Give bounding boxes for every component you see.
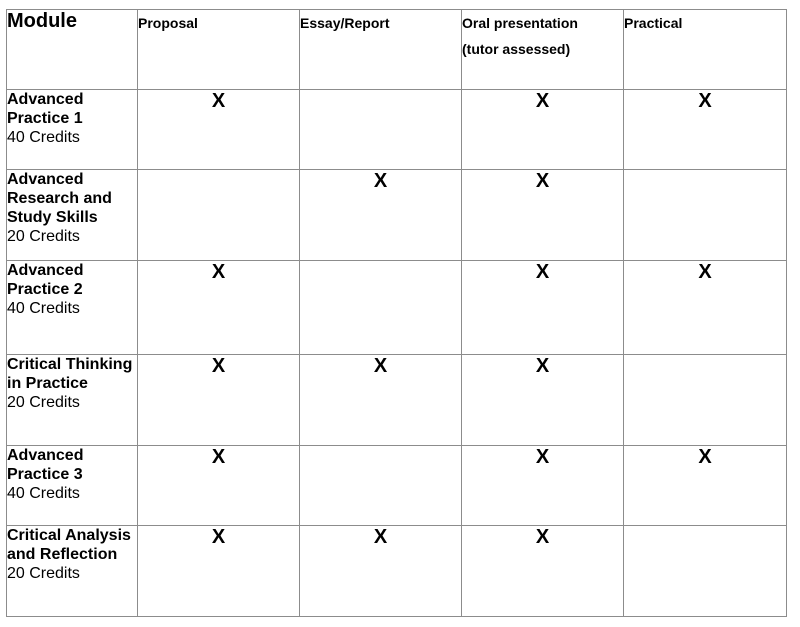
practical-mark: X — [624, 446, 787, 526]
practical-mark: X — [624, 90, 787, 170]
oral-header-label: Oral presentation — [462, 15, 578, 31]
proposal-mark: X — [138, 446, 300, 526]
module-name: Advanced Practice 3 — [7, 447, 84, 483]
essay-mark — [300, 90, 462, 170]
oral-header-sublabel: (tutor assessed) — [462, 41, 571, 57]
module-name: Critical Thinking in Practice — [7, 356, 133, 392]
essay-mark: X — [300, 170, 462, 261]
module-cell — [7, 170, 138, 261]
table-row — [7, 170, 787, 261]
essay-mark: X — [300, 526, 462, 617]
proposal-mark: X — [138, 90, 300, 170]
essay-column-header: Essay/Report — [300, 10, 462, 90]
header-row — [7, 10, 787, 90]
table-row — [7, 446, 787, 526]
module-credits: 20 Credits — [7, 565, 80, 582]
module-cell — [7, 355, 138, 446]
module-credits: 20 Credits — [7, 394, 80, 411]
proposal-mark: X — [138, 261, 300, 355]
module-credits: 20 Credits — [7, 228, 80, 245]
oral-mark: X — [462, 90, 624, 170]
table-row — [7, 526, 787, 617]
module-name: Advanced Practice 1 — [7, 91, 84, 127]
module-cell — [7, 526, 138, 617]
module-credits: 40 Credits — [7, 300, 80, 317]
table-row — [7, 90, 787, 170]
proposal-mark: X — [138, 355, 300, 446]
oral-mark: X — [462, 355, 624, 446]
table-row — [7, 355, 787, 446]
module-name: Critical Analysis and Reflection — [7, 527, 131, 563]
assessment-table — [6, 9, 787, 617]
module-cell — [7, 261, 138, 355]
essay-mark: X — [300, 355, 462, 446]
oral-mark: X — [462, 170, 624, 261]
practical-mark — [624, 526, 787, 617]
proposal-column-header: Proposal — [138, 10, 300, 90]
module-cell — [7, 446, 138, 526]
module-name: Advanced Research and Study Skills — [7, 171, 112, 226]
oral-column-header — [462, 10, 624, 90]
practical-mark: X — [624, 261, 787, 355]
proposal-mark: X — [138, 526, 300, 617]
essay-mark — [300, 261, 462, 355]
proposal-mark — [138, 170, 300, 261]
module-cell — [7, 90, 138, 170]
module-name: Advanced Practice 2 — [7, 262, 84, 298]
module-credits: 40 Credits — [7, 485, 80, 502]
table-row — [7, 261, 787, 355]
oral-mark: X — [462, 526, 624, 617]
practical-mark — [624, 170, 787, 261]
essay-mark — [300, 446, 462, 526]
module-credits: 40 Credits — [7, 129, 80, 146]
oral-mark: X — [462, 261, 624, 355]
module-column-header: Module — [7, 10, 138, 90]
practical-mark — [624, 355, 787, 446]
oral-mark: X — [462, 446, 624, 526]
practical-column-header: Practical — [624, 10, 787, 90]
